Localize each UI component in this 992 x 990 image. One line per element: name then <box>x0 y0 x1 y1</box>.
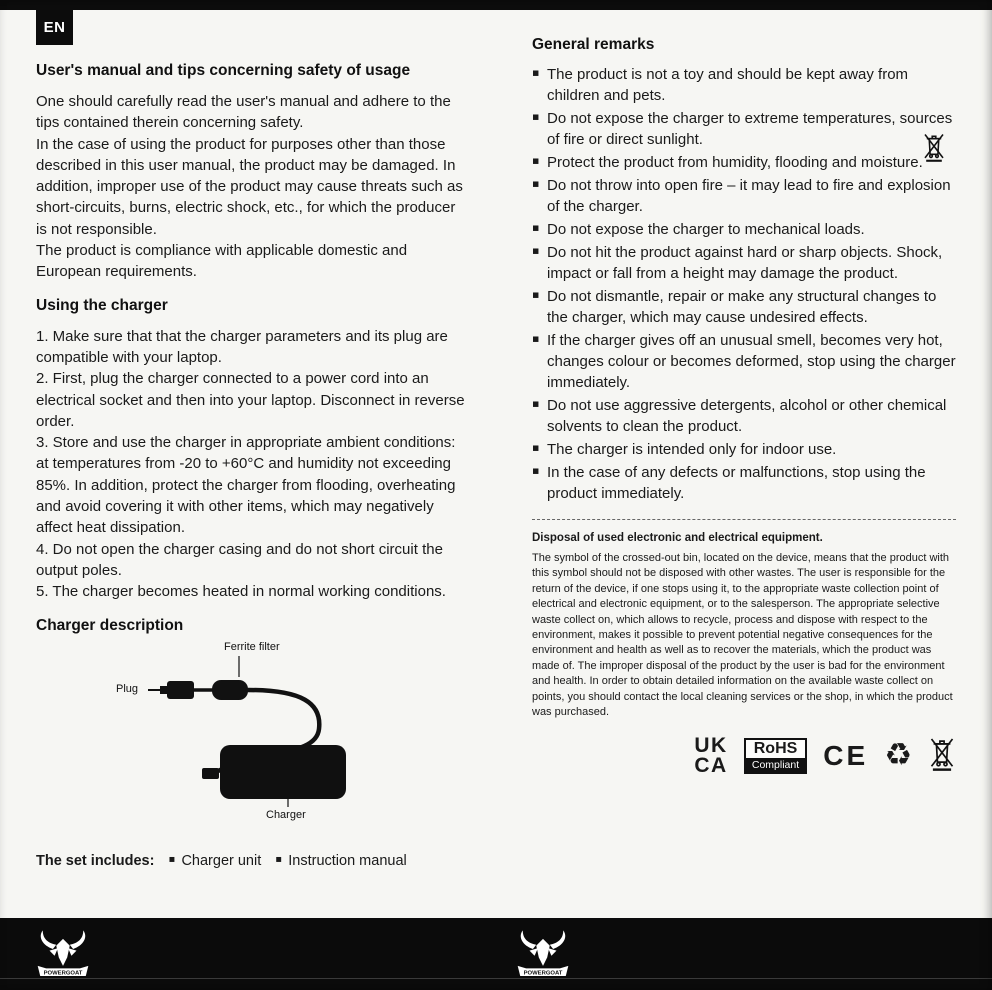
recycle-icon: ♻ <box>884 737 912 774</box>
set-includes-line <box>36 853 468 869</box>
set-includes-label: The set includes: <box>36 852 155 869</box>
description-heading: Charger description <box>36 616 184 634</box>
plug-label: Plug <box>116 682 139 695</box>
safety-paragraph: In the case of using the product for purposes other than those described in this user manual, the product may be damaged. In addition, improper use of the product may cause threats such as short-circuits, burns, electric shock, etc., for which the producer is not responsible. <box>36 135 463 238</box>
powergoat-wordmark: POWERGOAT <box>523 970 563 977</box>
remark-item: ▪ Do not dismantle, repair or make any structural changes to the charger, which may cause undesired effects. <box>532 286 956 328</box>
ukca-line2: CA <box>694 753 728 777</box>
safety-paragraph: The product is compliance with applicable domestic and European requirements. <box>36 242 408 281</box>
powergoat-logo <box>36 926 90 987</box>
safety-paragraph: One should carefully read the user's manual and adhere to the tips contained therein concerning safety. <box>36 93 451 132</box>
disposal-body: The symbol of the crossed-out bin, located on the device, means that the product with this symbol should not be disposed with other wastes. The user is responsible for the return of the device, if one stops using it, to the appropriate waste collection point of electrical and electronic equipment, or to the salesperson. The appropriate selective waste collect on, which allows to recycle, process and dispose with respect to the environment, makes it possible to prevent potential negative consequences for the environment and health as well as to recover the materials, which the product was made of. The improper disposal of the product by the user is bad for the environment and health. In order to obtain detailed information on the available waste collect on points, you should contact the local cleaning services or the shop, in which the product was purchased. <box>532 552 953 718</box>
ukca-mark <box>694 733 728 777</box>
certification-marks-row <box>532 734 956 777</box>
remarks-list <box>532 64 956 504</box>
set-includes-item: ▪ Charger unit <box>168 853 261 869</box>
remark-item: ▪ Do not throw into open fire – it may lead to fire and explosion of the charger. <box>532 175 956 217</box>
disposal-heading: Disposal of used electronic and electrical equipment. <box>532 532 823 544</box>
charger-label: Charger <box>266 808 306 821</box>
remarks-heading: General remarks <box>532 36 655 53</box>
dashed-divider <box>532 519 956 520</box>
step-item: 1. Make sure that that the charger parameters and its plug are compatible with your laptop. <box>36 327 448 366</box>
remark-item: ▪ Do not use aggressive detergents, alcohol or other chemical solvents to clean the product. <box>532 395 956 437</box>
using-heading: Using the charger <box>36 296 168 314</box>
rohs-title: RoHS <box>753 739 798 757</box>
ukca-line1: UK <box>694 733 728 757</box>
remark-item: ▪ Protect the product from humidity, flooding and moisture. <box>532 152 956 173</box>
step-item: 5. The charger becomes heated in normal working conditions. <box>36 583 446 601</box>
safety-heading: User's manual and tips concerning safety of usage <box>36 62 411 79</box>
ce-mark: CE <box>823 739 869 771</box>
set-includes-item: ▪ Instruction manual <box>275 853 406 869</box>
powergoat-wordmark: POWERGOAT <box>43 970 83 977</box>
left-column <box>36 62 468 869</box>
language-badge: EN <box>36 10 73 45</box>
weee-bin-icon <box>928 734 956 777</box>
step-item: 2. First, plug the charger connected to a power cord into an electrical socket and then into your laptop. Disconnect in reverse order. <box>36 370 465 430</box>
right-column <box>532 36 956 777</box>
rohs-mark <box>744 738 808 774</box>
rohs-subtitle: Compliant <box>746 758 806 772</box>
step-item: 3. Store and use the charger in appropriate ambient conditions: at temperatures from -20 to +60°C and humidity not exceeding 85%. In addition, protect the charger from flooding, overheating and avoid covering it with other items, which may negatively affect heat dissipation. <box>36 434 456 537</box>
remark-item: ▪ The charger is intended only for indoor use. <box>532 439 956 460</box>
remark-item: ▪ If the charger gives off an unusual smell, becomes very hot, changes colour or becomes deformed, stop using the charger immediately. <box>532 330 956 393</box>
remark-item: ▪ Do not hit the product against hard or sharp objects. Shock, impact or fall from a height may damage the product. <box>532 242 956 284</box>
charger-diagram-art <box>108 641 420 833</box>
remark-item: ▪ Do not expose the charger to extreme temperatures, sources of fire or direct sunlight. <box>532 108 956 150</box>
step-item: 4. Do not open the charger casing and do not short circuit the output poles. <box>36 540 443 579</box>
powergoat-logo <box>516 926 570 987</box>
ferrite-filter-label: Ferrite filter <box>224 640 280 653</box>
charger-diagram <box>108 641 420 833</box>
remark-item: ▪ In the case of any defects or malfunctions, stop using the product immediately. <box>532 462 956 504</box>
footer-bar <box>0 918 992 990</box>
remark-item: ▪ Do not expose the charger to mechanical loads. <box>532 219 956 240</box>
remark-item: ▪ The product is not a toy and should be kept away from children and pets. <box>532 64 956 106</box>
weee-bin-icon <box>922 130 946 168</box>
top-black-bar <box>0 0 992 10</box>
